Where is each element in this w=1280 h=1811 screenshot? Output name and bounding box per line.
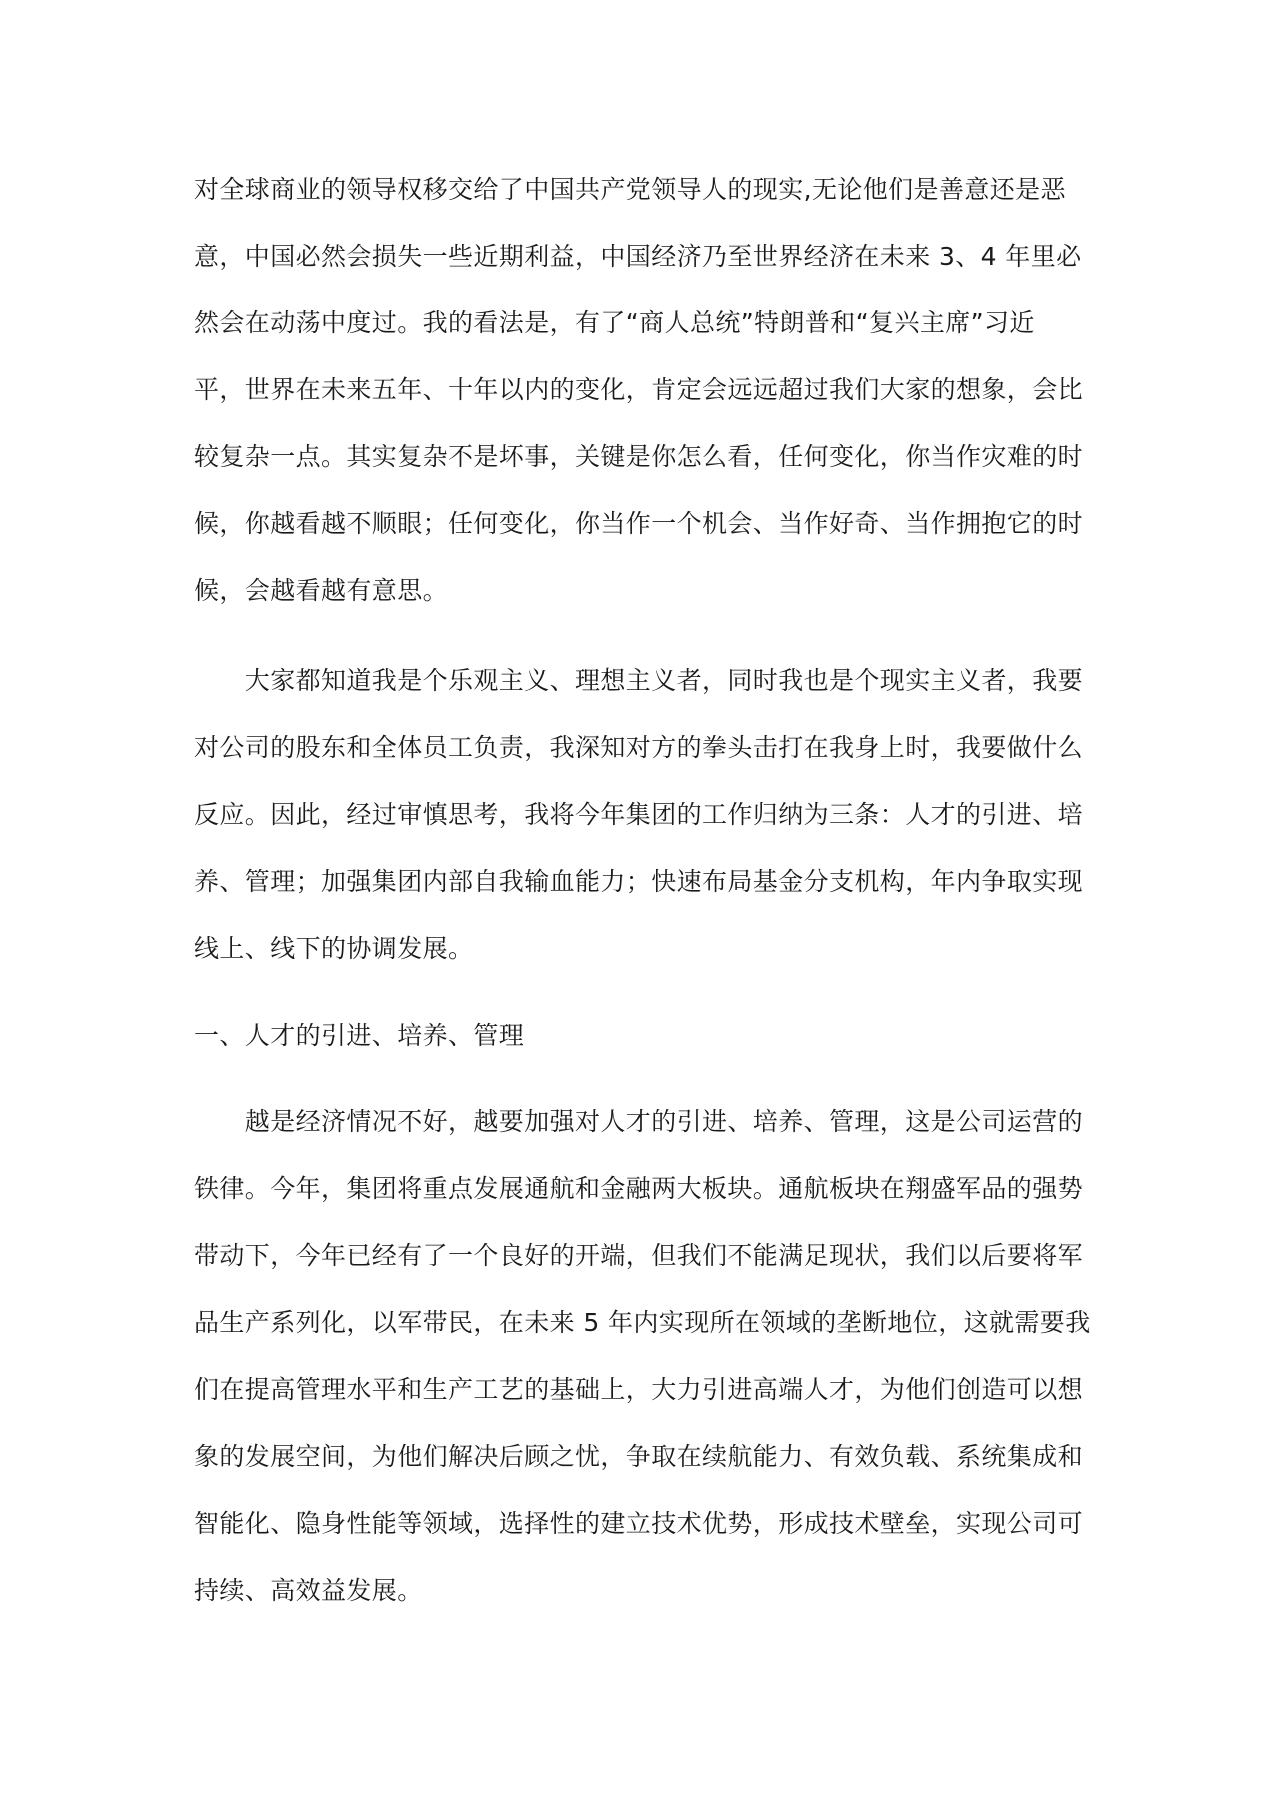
section-heading: 一、人才的引进、培养、管理 xyxy=(194,1021,525,1050)
paragraph-1-line-3: 然会在动荡中度过。我的看法是，有了“商人总统”特朗普和“复兴主席”习近 xyxy=(194,308,1035,337)
paragraph-3-line-1: 越是经济情况不好，越要加强对人才的引进、培养、管理，这是公司运营的 xyxy=(194,1107,1084,1136)
paragraph-3-line-3: 带动下，今年已经有了一个良好的开端，但我们不能满足现状，我们以后要将军 xyxy=(194,1241,1084,1270)
paragraph-1-line-1: 对全球商业的领导权移交给了中国共产党领导人的现实,无论他们是善意还是恶 xyxy=(194,175,1066,204)
paragraph-2-line-5: 线上、线下的协调发展。 xyxy=(194,934,474,963)
paragraph-3-line-5: 们在提高管理水平和生产工艺的基础上，大力引进高端人才，为他们创造可以想 xyxy=(194,1375,1084,1404)
paragraph-2-line-1: 大家都知道我是个乐观主义、理想主义者，同时我也是个现实主义者，我要 xyxy=(194,666,1084,695)
paragraph-1-line-2: 意，中国必然会损失一些近期利益，中国经济乃至世界经济在未来 3、4 年里必 xyxy=(194,242,1082,271)
paragraph-3-line-4: 品生产系列化，以军带民，在未来 5 年内实现所在领域的垄断地位，这就需要我 xyxy=(194,1308,1091,1337)
paragraph-2-line-2: 对公司的股东和全体员工负责，我深知对方的拳头击打在我身上时，我要做什么 xyxy=(194,733,1084,762)
paragraph-3-line-7: 智能化、隐身性能等领域，选择性的建立技术优势，形成技术壁垒，实现公司可 xyxy=(194,1509,1084,1538)
paragraph-1-line-4: 平，世界在未来五年、十年以内的变化，肯定会远远超过我们大家的想象，会比 xyxy=(194,375,1084,404)
paragraph-2-line-4: 养、管理；加强集团内部自我输血能力；快速布局基金分支机构，年内争取实现 xyxy=(194,867,1084,896)
paragraph-1-line-6: 候，你越看越不顺眼；任何变化，你当作一个机会、当作好奇、当作拥抱它的时 xyxy=(194,509,1084,538)
paragraph-3-line-8: 持续、高效益发展。 xyxy=(194,1576,423,1605)
paragraph-1-line-7: 候，会越看越有意思。 xyxy=(194,576,449,605)
paragraph-3-line-6: 象的发展空间，为他们解决后顾之忧，争取在续航能力、有效负载、系统集成和 xyxy=(194,1442,1084,1471)
paragraph-2-line-3: 反应。因此，经过审慎思考，我将今年集团的工作归纳为三条：人才的引进、培 xyxy=(194,800,1084,829)
paragraph-1-line-5: 较复杂一点。其实复杂不是坏事，关键是你怎么看，任何变化，你当作灾难的时 xyxy=(194,442,1084,471)
paragraph-3-line-2: 铁律。今年，集团将重点发展通航和金融两大板块。通航板块在翔盛军品的强势 xyxy=(194,1174,1084,1203)
